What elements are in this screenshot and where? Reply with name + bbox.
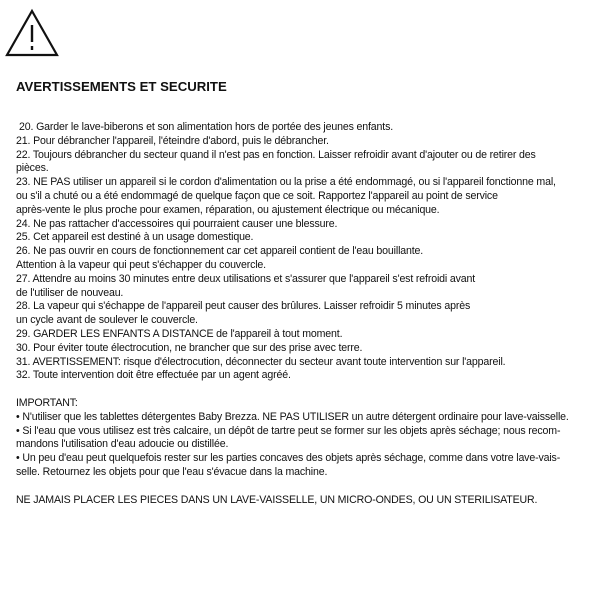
text-line: ou s'il a chuté ou a été endommagé de quelque façon que ce soit. Rapportez l'appareil au point de service bbox=[16, 189, 498, 202]
text-line: 32. Toute intervention doit être effectuée par un agent agréé. bbox=[16, 369, 291, 382]
text-line: Attention à la vapeur qui peut s'échapper du couvercle. bbox=[16, 258, 266, 271]
text-line: 26. Ne pas ouvrir en cours de fonctionnement car cet appareil contient de l'eau bouillante. bbox=[16, 245, 424, 258]
text-line: 30. Pour éviter toute électrocution, ne brancher que sur des prise avec terre. bbox=[16, 341, 363, 354]
bullet-line: • N'utiliser que les tablettes détergentes Baby Brezza. NE PAS UTILISER un autre détergent ordinaire pour lave-vaisselle. bbox=[16, 410, 569, 423]
warning-triangle-icon bbox=[4, 8, 60, 58]
text-line: 22. Toujours débrancher du secteur quand il n'est pas en fonction. Laisser refroidir avant d'ajouter ou de retirer des bbox=[16, 148, 536, 161]
text-line: un cycle avant de soulever le couvercle. bbox=[16, 314, 198, 327]
text-line: pièces. bbox=[16, 162, 49, 175]
final-warning: NE JAMAIS PLACER LES PIECES DANS UN LAVE-VAISSELLE, UN MICRO-ONDES, OU UN STERILISATEUR. bbox=[16, 493, 538, 506]
blank-line bbox=[16, 383, 591, 397]
text-line: 31. AVERTISSEMENT: risque d'électrocution, déconnecter du secteur avant toute intervention sur l'appareil. bbox=[16, 355, 506, 368]
text-line: 24. Ne pas rattacher d'accessoires qui pourraient causer une blessure. bbox=[16, 217, 338, 230]
text-line: 20. Garder le lave-biberons et son alimentation hors de portée des jeunes enfants. bbox=[19, 121, 394, 133]
text-line: 23. NE PAS utiliser un appareil si le cordon d'alimentation ou la prise a été endommagé, ou si l'appareil fonctionne mal, bbox=[16, 176, 556, 189]
page-title: AVERTISSEMENTS ET SECURITE bbox=[16, 79, 227, 94]
safety-text bbox=[16, 121, 591, 507]
text-line: 29. GARDER LES ENFANTS A DISTANCE de l'appareil à tout moment. bbox=[16, 327, 343, 340]
blank-line bbox=[16, 480, 591, 494]
text-line: 28. La vapeur qui s'échappe de l'appareil peut causer des brûlures. Laisser refroidir 5 minutes après bbox=[16, 300, 471, 313]
bullet-line: • Si l'eau que vous utilisez est très calcaire, un dépôt de tartre peut se former sur les objets après séchage; nous recom- bbox=[16, 424, 561, 437]
bullet-line: • Un peu d'eau peut quelquefois rester sur les parties concaves des objets après séchage, comme dans votre lave-vais- bbox=[16, 452, 561, 465]
text-line: après-vente le plus proche pour examen, réparation, ou ajustement électrique ou mécanique. bbox=[16, 203, 440, 216]
bullet-line: selle. Retournez les objets pour que l'eau s'évacue dans la machine. bbox=[16, 465, 328, 478]
text-line: 27. Attendre au moins 30 minutes entre deux utilisations et s'assurer que l'appareil s'est refroidi avant bbox=[16, 272, 476, 285]
text-line: de l'utiliser de nouveau. bbox=[16, 286, 124, 299]
important-heading: IMPORTANT: bbox=[16, 396, 78, 409]
bullet-line: mandons l'utilisation d'eau adoucie ou distillée. bbox=[16, 438, 229, 451]
text-line: 21. Pour débrancher l'appareil, l'éteindre d'abord, puis le débrancher. bbox=[16, 134, 329, 147]
text-line: 25. Cet appareil est destiné à un usage domestique. bbox=[16, 231, 254, 244]
